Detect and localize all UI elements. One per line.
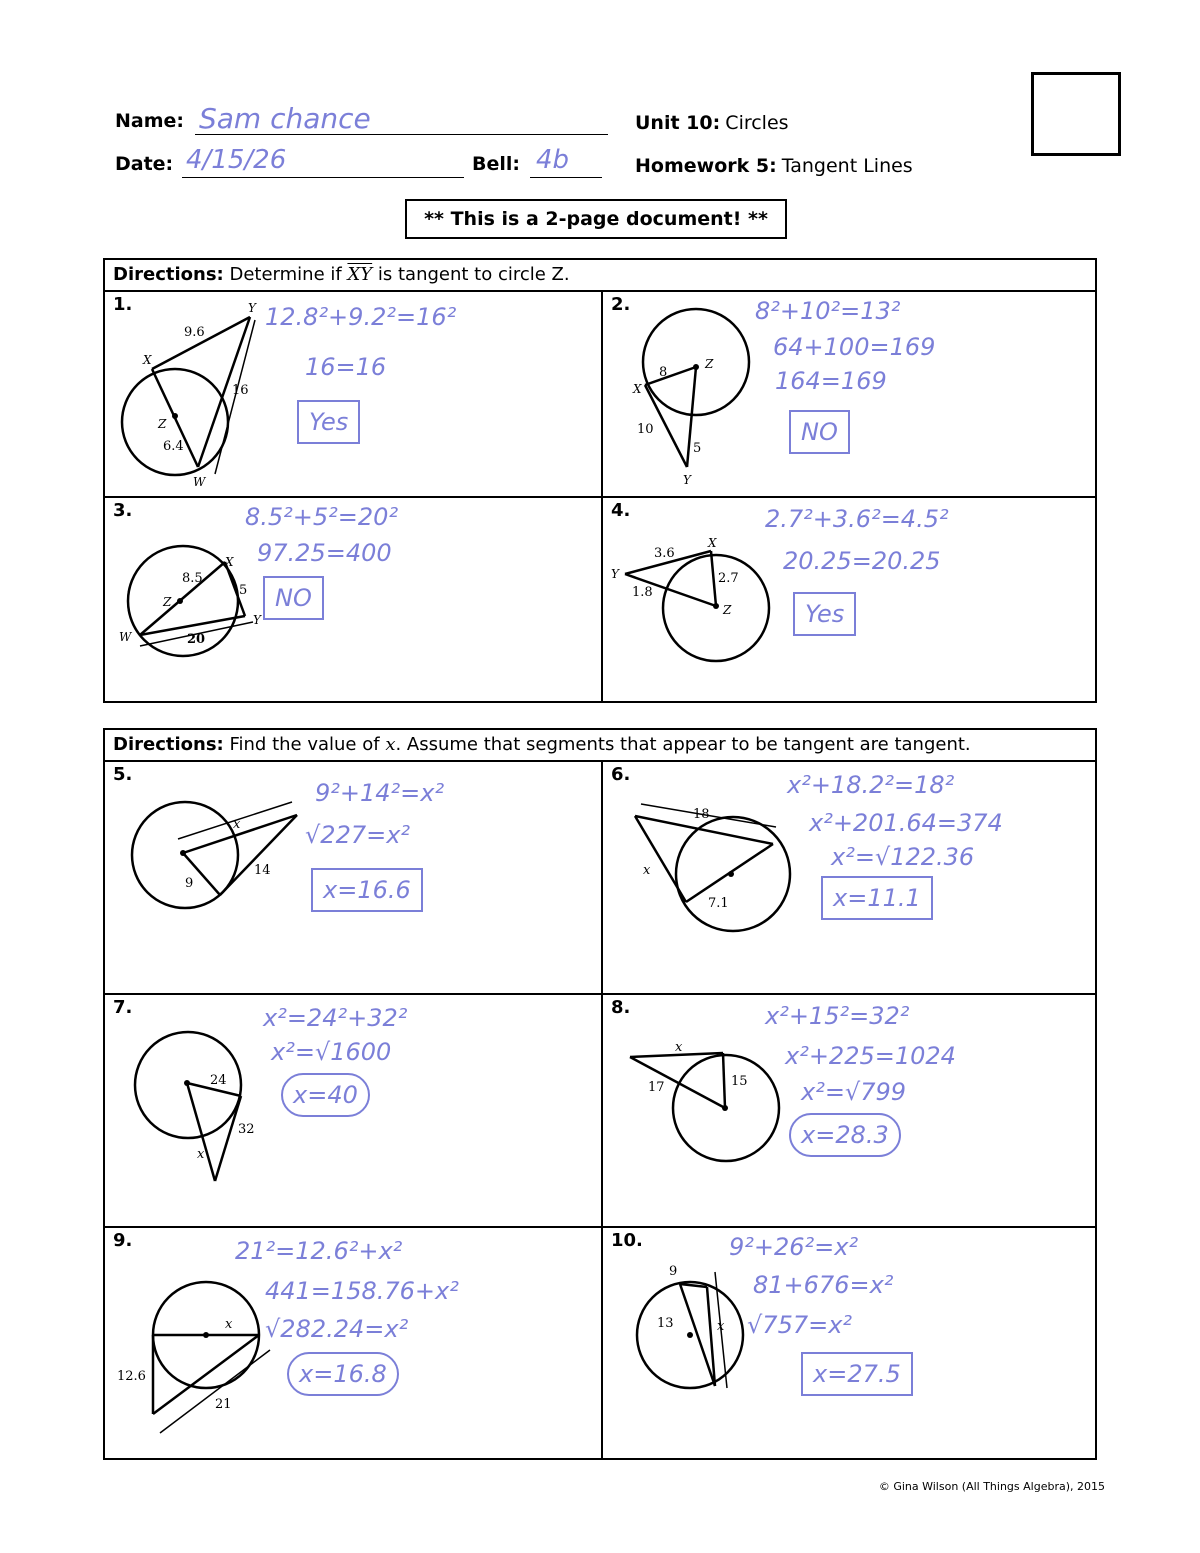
label-c: 5: [693, 441, 702, 456]
label-Z: Z: [158, 417, 167, 431]
label-Z: Z: [163, 595, 172, 609]
problem-number: 6.: [611, 764, 631, 785]
problem-7: [105, 995, 601, 1226]
section1-grid: [103, 258, 1097, 703]
answer-box: NO: [789, 410, 850, 454]
label-X: X: [143, 353, 152, 367]
label-b: 32: [238, 1122, 255, 1137]
work-line: 9²+14²=x²: [315, 779, 445, 807]
answer-box: x=28.3: [789, 1113, 901, 1157]
section1-directions-post: is tangent to circle Z.: [377, 264, 570, 285]
section2-directions: [105, 730, 1095, 762]
label-a: 9: [669, 1264, 678, 1279]
problem-6-diagram: [603, 762, 803, 993]
answer-box: NO: [263, 576, 324, 620]
work-line: x²+15²=32²: [765, 1002, 910, 1030]
work-line: √757=x²: [747, 1311, 853, 1339]
label-a: 18: [693, 807, 710, 822]
homework-row: [635, 155, 913, 177]
label-a: 9: [185, 876, 194, 891]
two-page-banner: ** This is a 2-page document! **: [405, 199, 787, 239]
problem-4-diagram: [603, 498, 773, 701]
label-X: X: [708, 536, 717, 550]
name-value: Sam chance: [199, 102, 371, 135]
label-b: 10: [637, 422, 654, 437]
label-b: 21: [215, 1397, 232, 1412]
work-line: 21²=12.6²+x²: [235, 1237, 403, 1265]
name-label: Name:: [115, 110, 185, 132]
label-a: 12.6: [117, 1369, 146, 1384]
label-b: 14: [254, 863, 271, 878]
unit-value: Circles: [725, 112, 789, 134]
homework-label: Homework 5:: [635, 155, 777, 177]
date-field[interactable]: [182, 145, 464, 178]
label-b: 16: [232, 383, 249, 398]
answer-box: Yes: [297, 400, 360, 444]
problem-number: 9.: [113, 1230, 133, 1251]
label-c: 20: [187, 632, 206, 647]
label-a: 8.5: [182, 571, 203, 586]
label-Y: Y: [611, 567, 619, 581]
label-x: x: [233, 817, 241, 832]
problem-4: [603, 498, 1097, 701]
section2-grid: [103, 728, 1097, 1460]
answer-box: x=27.5: [801, 1352, 913, 1396]
date-row: [115, 145, 570, 175]
problem-number: 1.: [113, 294, 133, 315]
section2-directions-label: Directions:: [113, 734, 224, 755]
label-c: 1.8: [632, 585, 653, 600]
work-line: 16=16: [305, 353, 387, 381]
work-line: 97.25=400: [257, 539, 392, 567]
label-b: 13: [657, 1316, 674, 1331]
label-b: 7.1: [708, 896, 729, 911]
homework-value: Tangent Lines: [781, 155, 913, 177]
section2-directions-pre: Find the value of: [229, 734, 380, 755]
label-a: 17: [648, 1080, 665, 1095]
work-line: 81+676=x²: [753, 1271, 894, 1299]
answer-box: x=11.1: [821, 876, 933, 920]
problem-2: [603, 292, 1097, 496]
problem-number: 7.: [113, 997, 133, 1018]
problem-number: 10.: [611, 1230, 643, 1251]
problem-5: [105, 762, 601, 993]
copyright-footer: © Gina Wilson (All Things Algebra), 2015: [878, 1480, 1105, 1493]
label-X: X: [225, 555, 234, 569]
problem-1: [105, 292, 601, 496]
answer-box: x=16.8: [287, 1352, 399, 1396]
answer-box: Yes: [793, 592, 856, 636]
label-W: W: [193, 475, 206, 489]
label-x: x: [197, 1147, 205, 1162]
work-line: x²=√122.36: [831, 843, 975, 871]
answer-box: x=16.6: [311, 868, 423, 912]
problem-9: [105, 1228, 601, 1458]
date-label: Date:: [115, 153, 174, 175]
bell-label: Bell:: [472, 153, 520, 175]
work-line: x²=√1600: [271, 1038, 392, 1066]
name-row: [115, 102, 371, 135]
label-W: W: [119, 630, 132, 644]
label-a: 3.6: [654, 546, 675, 561]
section1-directions-label: Directions:: [113, 264, 224, 285]
answer-box: x=40: [281, 1073, 370, 1117]
section2-directions-post: . Assume that segments that appear to be tangent are tangent.: [395, 734, 971, 755]
problem-1-diagram: [105, 292, 275, 496]
work-line: 8²+10²=13²: [755, 297, 901, 325]
bell-value: 4b: [536, 145, 570, 175]
work-line: √227=x²: [305, 821, 411, 849]
label-b: 2.7: [718, 571, 739, 586]
label-b: 5: [239, 583, 248, 598]
name-field[interactable]: [195, 102, 608, 135]
label-b: 15: [731, 1074, 748, 1089]
label-a: 8: [659, 365, 668, 380]
problem-6: [603, 762, 1097, 993]
work-line: 64+100=169: [773, 333, 936, 361]
problem-number: 4.: [611, 500, 631, 521]
work-line: 9²+26²=x²: [729, 1233, 859, 1261]
problem-5-diagram: [105, 762, 305, 993]
label-a: 24: [210, 1073, 227, 1088]
label-Y: Y: [248, 301, 256, 315]
bell-field[interactable]: [530, 145, 602, 178]
section1-directions: [105, 260, 1095, 292]
work-line: 8.5²+5²=20²: [245, 503, 399, 531]
label-x: x: [643, 863, 651, 878]
problem-number: 3.: [113, 500, 133, 521]
problem-number: 2.: [611, 294, 631, 315]
label-x: x: [225, 1317, 233, 1332]
section1-directions-seg: $\overline{XY}$: [347, 264, 373, 285]
corner-score-box: [1031, 72, 1121, 156]
section1-directions-pre: Determine if: [229, 264, 342, 285]
unit-row: [635, 112, 789, 134]
work-line: √282.24=x²: [265, 1315, 409, 1343]
problem-8: [603, 995, 1097, 1226]
work-line: x²=24²+32²: [263, 1004, 408, 1032]
label-a: 9.6: [184, 325, 205, 340]
label-Y: Y: [683, 473, 691, 487]
label-Z: Z: [723, 603, 732, 617]
label-x: x: [675, 1040, 683, 1055]
problem-number: 5.: [113, 764, 133, 785]
work-line: 12.8²+9.2²=16²: [265, 303, 457, 331]
work-line: 164=169: [775, 367, 887, 395]
section2-directions-var: x: [385, 734, 396, 755]
label-Z: Z: [705, 357, 714, 371]
label-Y: Y: [253, 613, 261, 627]
label-X: X: [633, 382, 642, 396]
problem-number: 8.: [611, 997, 631, 1018]
work-line: x²+18.2²=18²: [787, 771, 955, 799]
problem-3: [105, 498, 601, 701]
problem-10: [603, 1228, 1097, 1458]
work-line: x²+225=1024: [785, 1042, 956, 1070]
work-line: 441=158.76+x²: [265, 1277, 459, 1305]
work-line: 2.7²+3.6²=4.5²: [765, 505, 949, 533]
label-c: 6.4: [163, 439, 184, 454]
work-line: 20.25=20.25: [783, 547, 941, 575]
date-value: 4/15/26: [186, 145, 287, 175]
label-x: x: [717, 1319, 725, 1334]
unit-label: Unit 10:: [635, 112, 721, 134]
work-line: x²+201.64=374: [809, 809, 1003, 837]
problem-2-diagram: [603, 292, 773, 496]
work-line: x²=√799: [801, 1078, 907, 1106]
